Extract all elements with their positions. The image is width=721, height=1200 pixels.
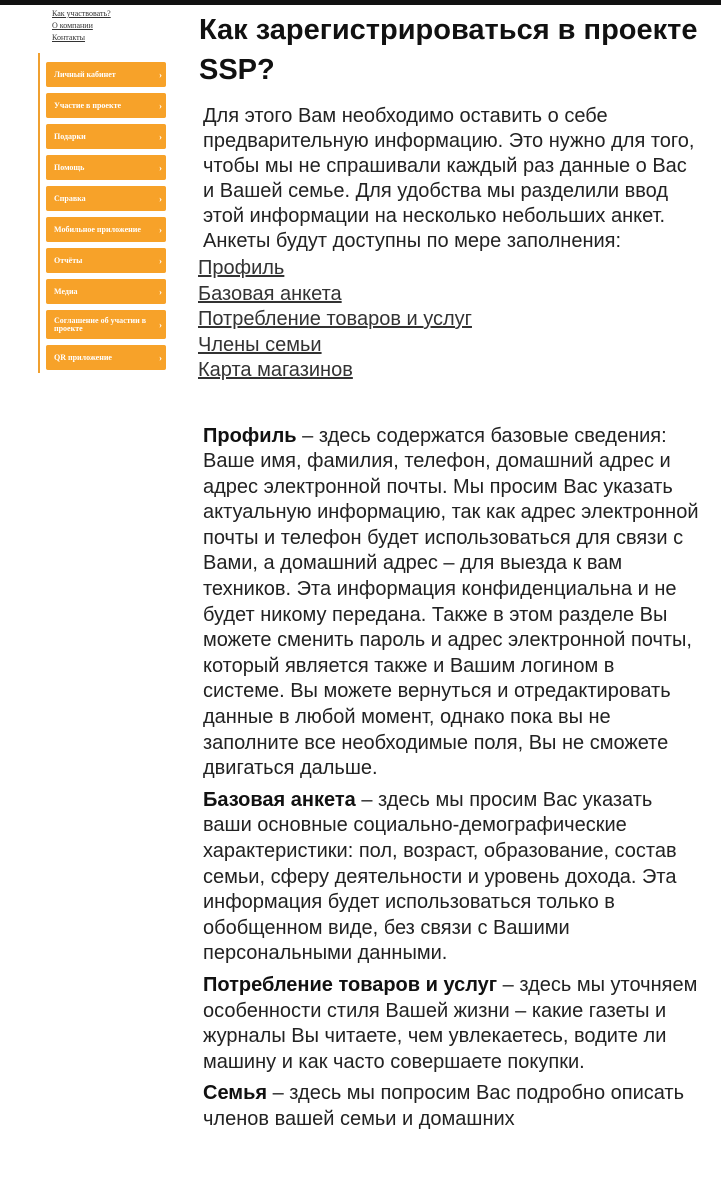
menu-item-qr-app[interactable] <box>46 345 166 370</box>
section-text: – здесь мы попросим Вас подробно описать членов вашей семьи и домашних <box>203 1082 685 1130</box>
chevron-right-icon: › <box>159 286 162 297</box>
menu-divider <box>38 53 40 373</box>
chevron-right-icon: › <box>159 255 162 266</box>
top-bar <box>0 0 721 5</box>
section-consumption <box>203 973 699 1075</box>
intro-paragraph: Для этого Вам необходимо оставить о себе предварительную информацию. Это нужно для того, чтобы мы не спрашивали каждый раз данные о Вас и Вашей семье. Для удобства мы разделили ввод этой информации на несколько небольших анкет. Анкеты будут доступны по мере заполнения: <box>203 105 695 252</box>
menu-item-participation[interactable] <box>46 93 166 118</box>
questionnaire-links <box>198 256 699 384</box>
chevron-right-icon: › <box>159 131 162 142</box>
chevron-right-icon: › <box>159 224 162 235</box>
menu-item-reports[interactable] <box>46 248 166 273</box>
menu-item-label: Участие в проекте <box>54 100 122 110</box>
menu-item-mobile-app[interactable] <box>46 217 166 242</box>
menu-item-gifts[interactable] <box>46 124 166 149</box>
link-store-map[interactable]: Карта магазинов <box>198 359 353 381</box>
menu-item-label: Помощь <box>54 162 85 172</box>
menu-item-label: Отчёты <box>54 255 83 265</box>
menu-item-label: Подарки <box>54 131 86 141</box>
sidebar-menu <box>46 62 166 376</box>
section-text: – здесь мы уточняем особенности стиля Вашей жизни – какие газеты и журналы Вы читаете, чем увлекаетесь, водите ли машину и как часто совершаете покупки. <box>203 973 698 1073</box>
link-basic-questionnaire[interactable]: Базовая анкета <box>198 282 342 305</box>
link-family-members[interactable]: Члены семьи <box>198 333 322 356</box>
menu-item-label: Справка <box>54 193 86 203</box>
page-title: Как зарегистрироваться в проекте SSP? <box>199 14 698 86</box>
chevron-right-icon: › <box>159 100 162 111</box>
chevron-right-icon: › <box>159 69 162 80</box>
menu-item-media[interactable] <box>46 279 166 304</box>
link-contacts[interactable]: Контакты <box>52 33 86 42</box>
top-links <box>52 8 111 44</box>
menu-item-label: Личный кабинет <box>54 69 116 79</box>
main-content <box>199 10 699 1139</box>
link-how-to-participate[interactable]: Как участвовать? <box>52 9 111 18</box>
chevron-right-icon: › <box>159 193 162 204</box>
menu-item-label: QR приложение <box>54 352 112 362</box>
section-term: Потребление товаров и услуг <box>203 973 498 996</box>
menu-item-reference[interactable] <box>46 186 166 211</box>
menu-item-agreement[interactable] <box>46 310 166 339</box>
chevron-right-icon: › <box>159 352 162 363</box>
chevron-right-icon: › <box>159 319 162 330</box>
section-basic-questionnaire <box>203 788 699 967</box>
section-term: Профиль <box>203 424 297 447</box>
section-term: Базовая анкета <box>203 788 356 811</box>
link-consumption[interactable]: Потребление товаров и услуг <box>198 308 472 330</box>
section-term: Семья <box>203 1082 268 1105</box>
link-about-company[interactable]: О компании <box>52 21 93 30</box>
chevron-right-icon: › <box>159 162 162 173</box>
menu-item-label: Медиа <box>54 286 78 296</box>
menu-item-label: Соглашение об участии в проекте <box>54 315 147 333</box>
section-family <box>203 1081 699 1132</box>
menu-item-personal-account[interactable] <box>46 62 166 87</box>
menu-item-help[interactable] <box>46 155 166 180</box>
section-text: – здесь мы просим Вас указать ваши основные социально-демографические характеристики: пол, возраст, образование, состав семьи, сферу деятельности и уровень дохода. Эта информация будет использоваться только в обобщенном виде, без связи с Вашими персональными данными. <box>203 788 677 965</box>
menu-item-label: Мобильное приложение <box>54 224 141 234</box>
link-profile[interactable]: Профиль <box>198 257 285 279</box>
section-text: – здесь содержатся базовые сведения: Ваше имя, фамилия, телефон, домашний адрес и адрес электронной почты. Мы просим Вас указать актуальную информацию, так как адрес электронной почты и телефон будет использоваться для связи с Вами, а домашний адрес – для выезда к вам техников. Эта информация конфиденциальна и не будет никому передана. Также в этом разделе Вы можете сменить пароль и адрес электронной почты, который является также и Вашим логином в системе. Вы можете вернуться и отредактировать данные в любой момент, однако пока вы не заполните все необходимые поля, Вы не сможете двигаться дальше. <box>203 424 699 780</box>
section-profile <box>203 424 699 782</box>
